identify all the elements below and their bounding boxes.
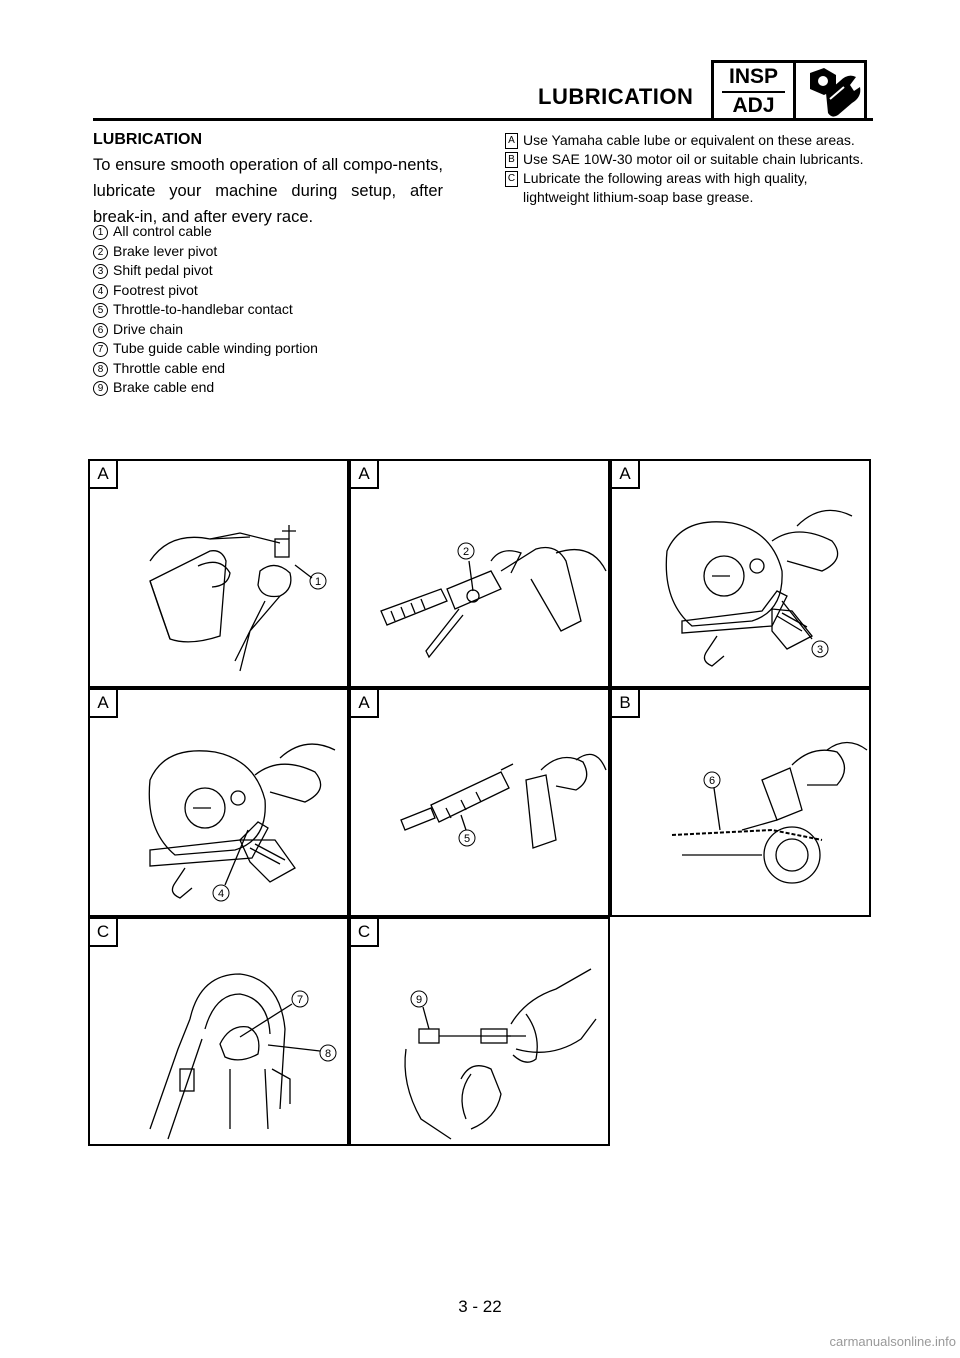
- note-text: Lubricate the following areas with high quality, lightweight lithium-soap base grease.: [523, 170, 808, 205]
- figure-panel-drive-chain: [610, 688, 871, 917]
- watermark: carmanualsonline.info: [829, 1334, 956, 1349]
- list-item: [93, 378, 318, 398]
- item-number: 1: [93, 225, 108, 240]
- callout-number: 2: [462, 546, 470, 558]
- cable-lube-illustration: [90, 461, 351, 690]
- figure-label: C: [88, 917, 118, 947]
- item-number: 4: [93, 284, 108, 299]
- item-number: 5: [93, 303, 108, 318]
- intro-paragraph: To ensure smooth operation of all compo-nents, lubricate your machine during setup, after break-in, and after every race.: [93, 156, 443, 226]
- page-header-title: LUBRICATION: [538, 84, 694, 109]
- callout-number: 3: [816, 644, 824, 656]
- figure-label: A: [88, 688, 118, 718]
- header-rule: [93, 118, 873, 121]
- note-tag: A: [505, 133, 518, 149]
- throttle-illustration: [351, 690, 612, 919]
- lubrication-figure-grid: [88, 459, 872, 1147]
- list-item: [93, 261, 318, 281]
- shift-pedal-illustration: [612, 461, 873, 690]
- figure-panel-footrest: [88, 688, 349, 917]
- list-item: [93, 339, 318, 359]
- figure-panel-cable: [88, 459, 349, 688]
- footrest-illustration: [90, 690, 351, 919]
- list-item: [93, 222, 318, 242]
- item-number: 3: [93, 264, 108, 279]
- cable-end-illustration: [351, 919, 612, 1148]
- figure-panel-brake-lever: [349, 459, 610, 688]
- wrench-icon: [796, 63, 864, 120]
- figure-label: A: [88, 459, 118, 489]
- item-text: All control cable: [113, 223, 212, 239]
- figure-label: C: [349, 917, 379, 947]
- list-item: [93, 359, 318, 379]
- figure-panel-cable-end: [349, 917, 610, 1146]
- item-number: 7: [93, 342, 108, 357]
- drive-chain-illustration: [612, 690, 873, 919]
- item-text: Drive chain: [113, 320, 184, 337]
- item-text: Shift pedal pivot: [113, 262, 213, 278]
- item-text: Throttle-to-handlebar contact: [113, 301, 293, 317]
- brake-lever-illustration: [351, 461, 612, 690]
- figure-label: A: [349, 459, 379, 489]
- item-text: Throttle cable end: [113, 359, 226, 376]
- callout-number: 7: [296, 994, 304, 1006]
- section-title: LUBRICATION: [93, 131, 203, 148]
- lubricant-notes: [505, 131, 870, 207]
- badge-adj-text: ADJ: [732, 94, 775, 117]
- item-number: 2: [93, 245, 108, 260]
- callout-number: 1: [314, 576, 322, 588]
- callout-number: 9: [415, 994, 423, 1006]
- item-text: Brake cable end: [113, 379, 215, 395]
- tube-guide-illustration: [90, 919, 351, 1148]
- list-item: [93, 281, 318, 301]
- badge-insp-text: INSP: [728, 65, 778, 88]
- badge-divider: [722, 91, 785, 93]
- item-number: 6: [93, 323, 108, 338]
- callout-number: 8: [324, 1048, 332, 1060]
- callout-number: 6: [708, 775, 716, 787]
- lubrication-points-list: [93, 222, 318, 398]
- figure-panel-shift-pedal: [610, 459, 871, 688]
- figure-panel-throttle: [349, 688, 610, 917]
- item-number: 9: [93, 381, 108, 396]
- callout-number: 5: [463, 833, 471, 845]
- list-item: [93, 320, 318, 340]
- note-tag: C: [505, 171, 518, 187]
- figure-label: B: [610, 688, 640, 718]
- item-text: Brake lever pivot: [113, 242, 218, 259]
- list-item: [93, 242, 318, 262]
- item-number: 8: [93, 362, 108, 377]
- callout-number: 4: [217, 888, 225, 900]
- note-text: Use SAE 10W-30 motor oil or suitable chain lubricants.: [523, 151, 864, 167]
- insp-adj-badge: [711, 60, 867, 120]
- note-tag: B: [505, 152, 518, 168]
- page-number: 3 - 22: [458, 1297, 502, 1316]
- note-text: Use Yamaha cable lube or equivalent on these areas.: [523, 132, 855, 148]
- figure-panel-tube-guide: [88, 917, 349, 1146]
- figure-label: A: [349, 688, 379, 718]
- figure-label: A: [610, 459, 640, 489]
- list-item: [93, 300, 318, 320]
- item-text: Tube guide cable winding portion: [113, 340, 318, 356]
- note-a: [505, 131, 870, 150]
- note-c: [505, 169, 870, 207]
- note-b: [505, 150, 870, 169]
- item-text: Footrest pivot: [113, 281, 198, 298]
